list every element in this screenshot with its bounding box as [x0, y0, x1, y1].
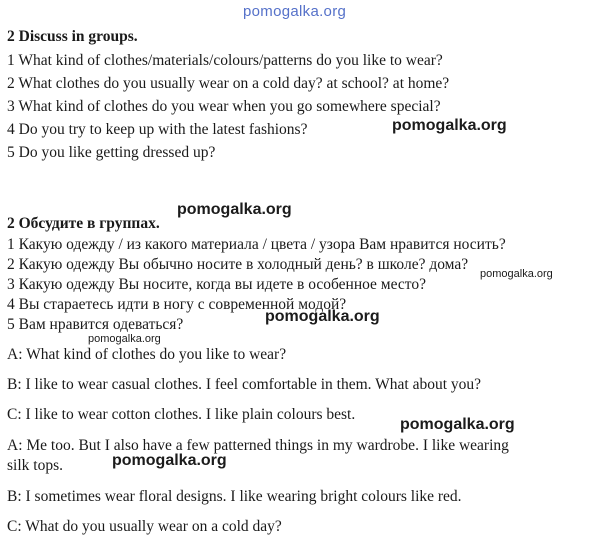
- english-question-2: 2 What clothes do you usually wear on a cold day? at school? at home?: [7, 75, 450, 92]
- watermark: pomogalka.org: [265, 308, 380, 325]
- dialogue-line-5: silk tops.: [7, 457, 63, 474]
- dialogue-line-4: A: Me too. But I also have a few patterned things in my wardrobe. I like wearing: [7, 437, 509, 454]
- watermark: pomogalka.org: [400, 416, 515, 433]
- dialogue-line-1: A: What kind of clothes do you like to wear?: [7, 346, 287, 363]
- english-question-1: 1 What kind of clothes/materials/colours/patterns do you like to wear?: [7, 52, 443, 69]
- russian-question-4: 4 Вы стараетесь идти в ногу с современной модой?: [7, 296, 347, 313]
- watermark: pomogalka.org: [480, 268, 553, 280]
- watermark: pomogalka.org: [392, 117, 507, 134]
- russian-question-3: 3 Какую одежду Вы носите, когда вы идете в особенное место?: [7, 276, 426, 293]
- russian-question-1: 1 Какую одежду / из какого материала / цвета / узора Вам нравится носить?: [7, 236, 506, 253]
- russian-question-2: 2 Какую одежду Вы обычно носите в холодный день? в школе? дома?: [7, 256, 469, 273]
- russian-question-5: 5 Вам нравится одеваться?: [7, 316, 184, 333]
- english-question-3: 3 What kind of clothes do you wear when you go somewhere special?: [7, 98, 441, 115]
- dialogue-line-6: B: I sometimes wear floral designs. I like wearing bright colours like red.: [7, 488, 462, 505]
- dialogue-line-7: C: What do you usually wear on a cold day?: [7, 518, 282, 535]
- watermark: pomogalka.org: [88, 333, 161, 345]
- dialogue-line-2: B: I like to wear casual clothes. I feel comfortable in them. What about you?: [7, 376, 482, 393]
- watermark: pomogalka.org: [177, 201, 292, 218]
- english-heading: 2 Discuss in groups.: [7, 28, 138, 45]
- watermark-top: pomogalka.org: [243, 3, 347, 20]
- russian-heading: 2 Обсудите в группах.: [7, 215, 160, 232]
- english-question-5: 5 Do you like getting dressed up?: [7, 144, 216, 161]
- watermark: pomogalka.org: [112, 452, 227, 469]
- dialogue-line-3: C: I like to wear cotton clothes. I like plain colours best.: [7, 406, 356, 423]
- english-question-4: 4 Do you try to keep up with the latest fashions?: [7, 121, 308, 138]
